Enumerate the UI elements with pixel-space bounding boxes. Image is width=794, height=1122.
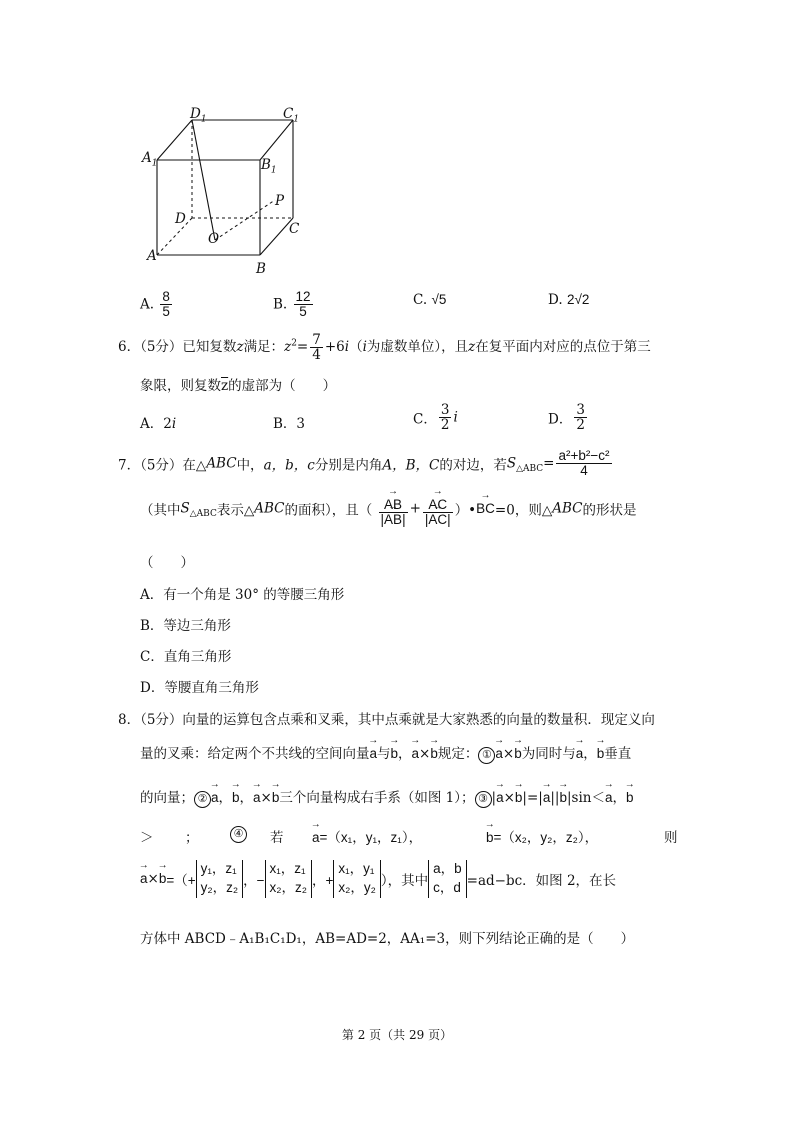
q6-option-d[interactable]: D． $\frac{3}{2}$ [548,402,585,434]
label-d: D [175,211,186,227]
cube-figure [135,100,305,280]
label-b1: $B_1$ [261,157,277,176]
q8-line4: ＞ ； ④ 若 → a=（x₁，y₁，z₁）， → b=（x₂，y₂，z₂）， 则 [140,826,674,846]
label-c1: $C_1$ [283,106,300,125]
label-c: C [289,221,300,237]
q7-option-d[interactable]: D．等腰直角三角形 [140,680,259,696]
q5-option-d[interactable]: D. 2√2 [548,292,590,308]
q6-option-b[interactable]: B．3 [273,416,306,432]
q5-option-b[interactable]: B. $\frac{12}{5}$ [273,289,311,320]
label-b: B [256,261,266,277]
q6-line1: 6．（5分）已知复数z满足：$z^2=$ $\frac{7}{4}$ +6i（i为虚数单位），且z在复平面内对应的点位于第三 [118,332,651,364]
q5-option-c[interactable]: C. √5 [413,292,447,308]
page-footer: 第 2 页（共 29 页） [341,1028,453,1042]
label-p: P [275,193,285,209]
q7-option-b[interactable]: B．等边三角形 [140,618,231,634]
label-d1: $D_1$ [190,106,207,125]
q7-option-c[interactable]: C．直角三角形 [140,649,232,665]
label-a1: $A_1$ [142,150,158,169]
q7-line1: 7．（5分）在△ABC中，a，b，c分别是内角A，B，C的对边，若$S_{\triangle ABC}=$ $\frac{\text{a²+b²−c²}}{4}$ [118,448,610,479]
q7-line2: （其中$S_{\triangle ABC}$表示△ABC的面积），且（ → $\frac{AB}{|\to AB|}$ + → $\frac{AC}{|\to AC|}$ ）•→ BC=0，则△ABC的形状是 [140,490,636,527]
label-a: A [147,248,157,264]
q6-option-c[interactable]: C． $\frac{3}{2}$ i [413,402,458,434]
q8-line6: 方体中 ABCD﹣A₁B₁C₁D₁，AB=AD=2，AA₁=3，则下列结论正确的是（ ） [140,931,635,947]
q7-answer-paren: （ ） [140,555,194,571]
q8-line2: 量的叉乘：给定两个不共线的空间向量→ a与→ b，→ a×→ b规定： ① → a×→ b为同时与→ a，→ b垂直 [140,742,631,764]
label-o: O [208,231,220,247]
q8-line3: 的向量； ② → a，→ b，→ a×→ b三个向量构成右手系（如图 1）； ③ |→ a×→ b|=|→ a||→ b|sin＜→ a，→ b [140,786,634,808]
q7-option-a[interactable]: A．有一个角是 30° 的等腰三角形 [140,587,345,603]
q8-cross-product-formula: → a×→ b=（+y₁，z₁ y₂，z₂ ，−x₁，z₁ x₂，z₂ ，+x₁，y₁ x₂，y₂ ），其中a，b c，d =ad−bc．如图 2，在长 [140,860,616,898]
q6-option-a[interactable]: A．2i [140,416,177,432]
q6-line2: 象限，则复数$\overline{z}$的虚部为（ ） [140,378,337,394]
q5-option-a[interactable]: A. $\frac{8}{5}$ [140,289,170,320]
q8-line1: 8．（5分）向量的运算包含点乘和叉乘，其中点乘就是大家熟悉的向量的数量积．现定义向 [118,712,655,728]
